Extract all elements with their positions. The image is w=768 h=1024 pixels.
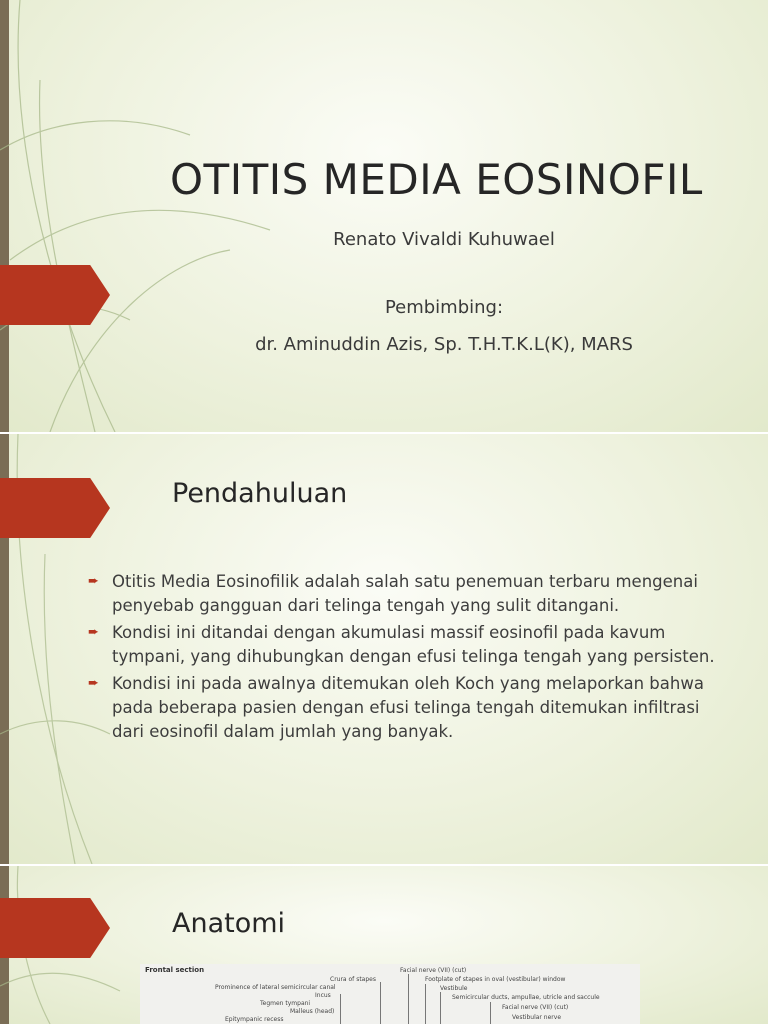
- list-item: [88, 570, 728, 618]
- figure-label: Facial nerve (VII) (cut): [502, 1004, 569, 1011]
- leader-line: [340, 994, 341, 1024]
- list-item: [88, 672, 728, 744]
- leader-line: [380, 982, 381, 1024]
- supervisor-label: Pembimbing:: [384, 297, 504, 318]
- arrow-bullet-icon: ➨: [88, 625, 99, 640]
- leader-line: [408, 974, 409, 1024]
- figure-label: Vestibule: [440, 985, 468, 992]
- ear-anatomy-figure: [140, 964, 640, 1024]
- section-heading-pendahuluan: Pendahuluan: [172, 478, 348, 509]
- figure-label: Malleus (head): [290, 1008, 335, 1015]
- decorative-curves: [0, 0, 768, 432]
- figure-title: Frontal section: [145, 966, 205, 974]
- side-strip: [0, 0, 9, 432]
- bullet-text: Kondisi ini pada awalnya ditemukan oleh Koch yang melaporkan bahwa pada beberapa pasien dengan efusi telinga tengah ditemukan infiltrasi dari eosinofil dalam jumlah yang banyak.: [112, 674, 704, 741]
- section-heading-anatomi: Anatomi: [172, 908, 286, 939]
- figure-label: Epitympanic recess: [225, 1016, 284, 1023]
- leader-line: [490, 1002, 491, 1024]
- title-slide: [0, 0, 768, 432]
- figure-label: Crura of stapes: [330, 976, 376, 983]
- arrow-tab: [0, 898, 110, 958]
- list-item: [88, 621, 728, 669]
- arrow-bullet-icon: ➨: [88, 574, 99, 589]
- figure-label: Vestibular nerve: [512, 1014, 562, 1021]
- author-name: Renato Vivaldi Kuhuwael: [333, 229, 555, 250]
- bullet-text: Otitis Media Eosinofilik adalah salah satu penemuan terbaru mengenai penyebab gangguan dari telinga tengah yang sulit ditangani.: [112, 572, 698, 615]
- leader-line: [440, 992, 441, 1024]
- figure-label: Footplate of stapes in oval (vestibular) window: [425, 976, 566, 983]
- bullet-text: Kondisi ini ditandai dengan akumulasi massif eosinofil pada kavum tympani, yang dihubungkan dengan efusi telinga tengah yang persisten.: [112, 623, 715, 666]
- slide-title: OTITIS MEDIA EOSINOFIL: [170, 155, 703, 204]
- leader-line: [425, 984, 426, 1024]
- figure-label: Prominence of lateral semicircular canal: [215, 984, 336, 991]
- arrow-bullet-icon: ➨: [88, 676, 99, 691]
- figure-label: Facial nerve (VII) (cut): [400, 967, 467, 974]
- figure-label: Incus: [315, 992, 331, 999]
- supervisor-name: dr. Aminuddin Azis, Sp. T.H.T.K.L(K), MARS: [255, 334, 633, 355]
- bullet-list: [88, 570, 728, 747]
- figure-label: Semicircular ducts, ampullae, utricle and saccule: [452, 994, 600, 1001]
- arrow-tab: [0, 478, 110, 538]
- figure-label: Tegmen tympani: [260, 1000, 311, 1007]
